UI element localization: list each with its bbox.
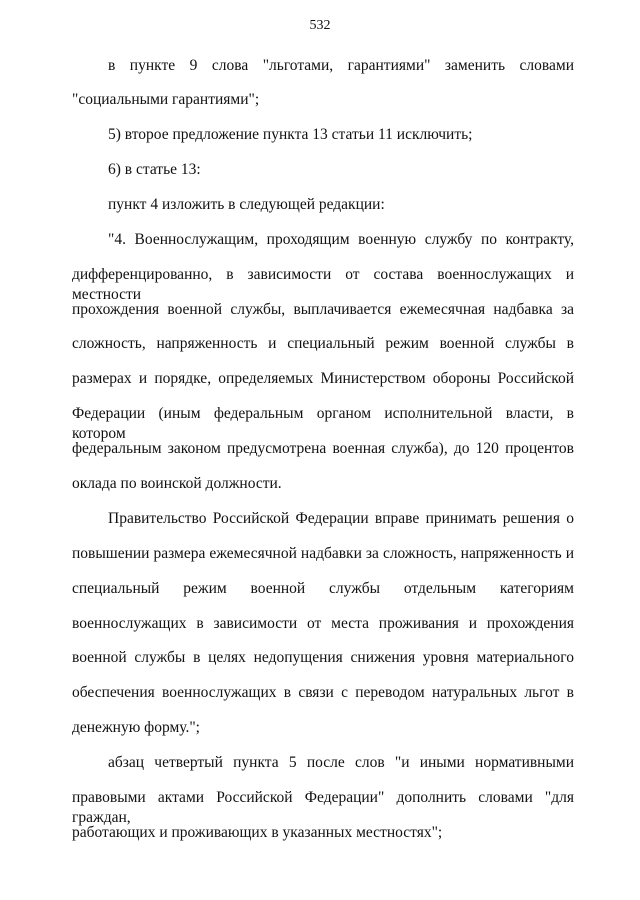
text-line: повышении размера ежемесячной надбавки за сложность, напряженность и <box>72 545 574 562</box>
page-number: 532 <box>309 18 331 33</box>
text-line: "4. Военнослужащим, проходящим военную службу по контракту, <box>108 231 574 248</box>
text-line: сложность, напряженность и специальный режим военной службы в <box>72 335 574 352</box>
text-line: размерах и порядке, определяемых Министерством обороны Российской <box>72 370 574 387</box>
text-line: пункт 4 изложить в следующей редакции: <box>108 196 385 213</box>
text-line: специальный режим военной службы отдельным категориям <box>72 580 574 597</box>
text-line: военной службы в целях недопущения снижения уровня материального <box>72 649 574 666</box>
text-line: 6) в статье 13: <box>108 161 201 178</box>
text-line: дифференцированно, в зависимости от состава военнослужащих и местности <box>72 266 574 303</box>
text-line: федеральным законом предусмотрена военная служба), до 120 процентов <box>72 440 574 457</box>
text-line: Федерации (иным федеральным органом исполнительной власти, в котором <box>72 405 574 442</box>
text-line: работающих и проживающих в указанных местностях"; <box>72 824 443 841</box>
text-line: Правительство Российской Федерации вправе принимать решения о <box>108 510 574 527</box>
text-line: прохождения военной службы, выплачивается ежемесячная надбавка за <box>72 301 574 318</box>
text-line: в пункте 9 слова "льготами, гарантиями" заменить словами <box>108 57 574 74</box>
text-line: абзац четвертый пункта 5 после слов "и иными нормативными <box>108 754 574 771</box>
text-line: 5) второе предложение пункта 13 статьи 11 исключить; <box>108 126 473 143</box>
text-line: правовыми актами Российской Федерации" дополнить словами "для граждан, <box>72 789 574 826</box>
text-line: военнослужащих в зависимости от места проживания и прохождения <box>72 615 574 632</box>
text-line: денежную форму."; <box>72 719 200 736</box>
text-line: обеспечения военнослужащих в связи с переводом натуральных льгот в <box>72 684 574 701</box>
text-line: "социальными гарантиями"; <box>72 91 260 108</box>
text-line: оклада по воинской должности. <box>72 475 282 492</box>
